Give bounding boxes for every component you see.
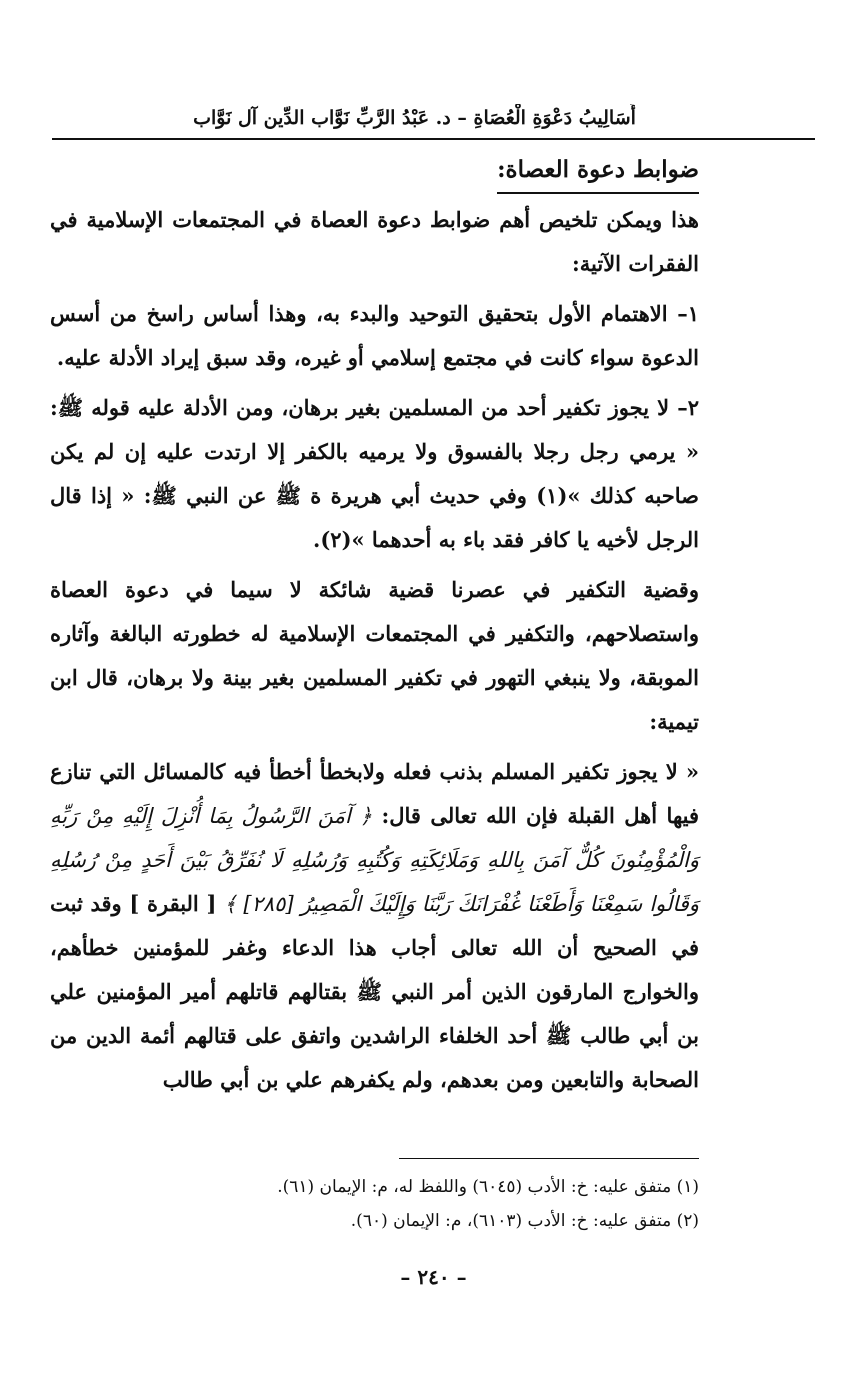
section-title: ضوابط دعوة العصاة: xyxy=(497,150,699,194)
paragraph-intro: هذا ويمكن تلخيص أهم ضوابط دعوة العصاة في المجتمعات الإسلامية في الفقرات الآتية: xyxy=(50,207,700,276)
running-head: أَسَالِيبُ دَعْوَةِ الْعُصَاةِ – د. عَبْدُ الرَّبِّ نَوَّاب الدِّين آل نَوَّاب xyxy=(193,107,636,129)
footnote-1: (١) متفق عليه: خ: الأدب (٦٠٤٥) واللفظ له، م: الإيمان (٦١). xyxy=(277,1177,699,1197)
paragraph-point-1: ١– الاهتمام الأول بتحقيق التوحيد والبدء به، وهذا أساس راسخ من أسس الدعوة سواء كانت في مجتمع إسلامي أو غيره، وقد سبق إيراد الأدلة عليه. xyxy=(50,301,699,370)
quote-rest: [ البقرة ] وقد ثبت في الصحيح أن الله تعالى أجاب هذا الدعاء وغفر للمؤمنين خطأهم، والخوارج المارقون الذين أمر النبي ﷺ بقتالهم قاتلهم أمير المؤمنين علي بن أبي طالب ﷺ أحد الخلفاء الراشدين واتفق على قتالهم أئمة الدين من الصحابة والتابعين ومن بعدهم، ولم يكفرهم علي بن أبي طالب xyxy=(50,891,699,1092)
footnote-2: (٢) متفق عليه: خ: الأدب (٦١٠٣)، م: الإيمان (٦٠). xyxy=(350,1211,699,1231)
body-text xyxy=(50,198,699,1108)
paragraph-point-2: ٢– لا يجوز تكفير أحد من المسلمين بغير برهان، ومن الأدلة عليه قوله ﷺ: « يرمي رجل رجلا بالفسوق ولا يرميه بالكفر إلا ارتدت عليه إن لم يكن صاحبه كذلك »(١) وفي حديث أبي هريرة ة ﷺ عن النبي ﷺ: « إذا قال الرجل لأخيه يا كافر فقد باء به أحدهما »(٢). xyxy=(50,395,700,552)
footnote-rule xyxy=(399,1158,699,1159)
header-rule xyxy=(52,138,815,140)
footnotes xyxy=(60,1170,699,1238)
quran-verse: ﴿ آمَنَ الرَّسُولُ بِمَا أُنْزِلَ إِلَيْهِ مِنْ رَبِّهِ وَالْمُؤْمِنُونَ كُلٌّ آمَنَ بِاللهِ وَمَلَائِكَتِهِ وَكُتُبِهِ وَرُسُلِهِ لَا نُفَرِّقُ بَيْنَ أَحَدٍ مِنْ رُسُلِهِ وَقَالُوا سَمِعْنَا وَأَطَعْنَا غُفْرَانَكَ رَبَّنَا وَإِلَيْكَ الْمَصِيرُ [٢٨٥] ﴾ xyxy=(50,804,699,916)
ibn-taymiyya-quote xyxy=(50,750,699,1102)
page-number: – ٢٤٠ – xyxy=(400,1265,467,1289)
paragraph-takfir: وقضية التكفير في عصرنا قضية شائكة لا سيما في دعوة العصاة واستصلاحهم، والتكفير في المجتمعات الإسلامية له خطورته البالغة وآثاره الموبقة، ولا ينبغي التهور في تكفير المسلمين بغير بينة ولا برهان، قال ابن تيمية: xyxy=(50,577,699,734)
quote-intro: « لا يجوز تكفير المسلم بذنب فعله ولابخطأ أخطأ فيه كالمسائل التي تنازع فيها أهل القبلة فإن الله تعالى قال: xyxy=(50,759,699,828)
